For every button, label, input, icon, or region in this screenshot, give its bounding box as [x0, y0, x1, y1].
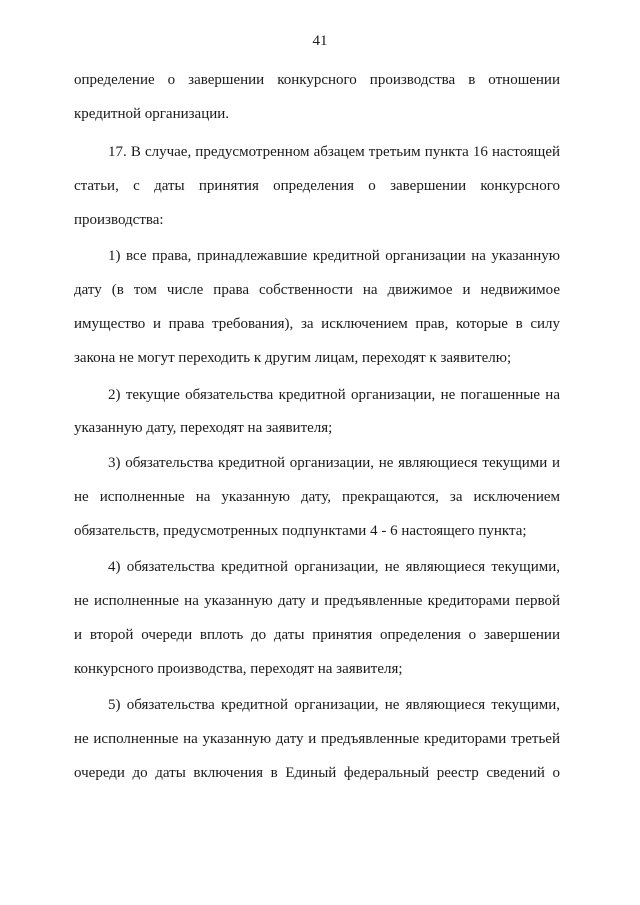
- text-line: производства:: [74, 212, 164, 228]
- text-line: статьи, с даты принятия определения о завершении конкурсного: [74, 178, 560, 194]
- text-line: обязательств, предусмотренных подпунктами 4 - 6 настоящего пункта;: [74, 523, 527, 539]
- text-line: не исполненные на указанную дату и предъявленные кредиторами третьей: [74, 731, 560, 747]
- text-line: закона не могут переходить к другим лицам, переходят к заявителю;: [74, 350, 512, 366]
- text-line: указанную дату, переходят на заявителя;: [74, 420, 333, 436]
- text-line: определение о завершении конкурсного производства в отношении: [74, 72, 560, 88]
- text-line: и второй очереди вплоть до даты принятия определения о завершении: [74, 627, 560, 643]
- text-line: имущество и права требования), за исключением прав, которые в силу: [74, 316, 560, 332]
- text-line: дату (в том числе права собственности на движимое и недвижимое: [74, 282, 560, 298]
- text-line: 1) все права, принадлежавшие кредитной организации на указанную: [108, 248, 560, 264]
- text-line: кредитной организации.: [74, 106, 230, 122]
- text-line: не исполненные на указанную дату и предъявленные кредиторами первой: [74, 593, 560, 609]
- text-line: 4) обязательства кредитной организации, не являющиеся текущими,: [108, 559, 560, 575]
- text-line: конкурсного производства, переходят на заявителя;: [74, 661, 403, 677]
- text-line: 2) текущие обязательства кредитной организации, не погашенные на: [108, 387, 560, 403]
- text-line: очереди до даты включения в Единый федеральный реестр сведений о: [74, 765, 560, 781]
- text-line: 17. В случае, предусмотренном абзацем третьим пункта 16 настоящей: [108, 144, 560, 160]
- text-line: 5) обязательства кредитной организации, не являющиеся текущими,: [108, 697, 560, 713]
- text-line: 3) обязательства кредитной организации, не являющиеся текущими и: [108, 455, 560, 471]
- text-line: не исполненные на указанную дату, прекращаются, за исключением: [74, 489, 560, 505]
- page-number: 41: [312, 33, 328, 49]
